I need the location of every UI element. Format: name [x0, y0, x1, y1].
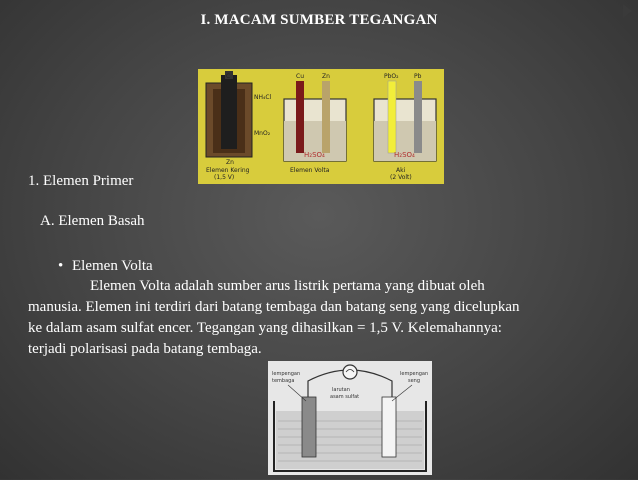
dry-cell-top-label: C [226, 73, 231, 80]
slide-title: I. MACAM SUMBER TEGANGAN [200, 12, 438, 28]
cells-diagram-svg [198, 69, 444, 184]
acid-label-2: asam sulfat [330, 394, 360, 400]
cells-diagram-image [198, 69, 444, 184]
paragraph-line: terjadi polarisasi pada batang tembaga. [28, 341, 262, 357]
volta-acid-label: H₂SO₄ [304, 151, 325, 159]
volta-zn-label: Zn [322, 73, 330, 80]
bullet-label: Elemen Volta [72, 258, 153, 274]
dry-cell-zn-label: Zn [226, 159, 234, 166]
volta-cu-label: Cu [296, 73, 304, 80]
heading-elemen-primer: 1. Elemen Primer [28, 173, 134, 189]
left-plate-label-1: lempengan [272, 371, 301, 377]
accu-caption: Aki [396, 167, 406, 174]
left-plate-label-2: tembaga [272, 378, 295, 384]
volta-schematic-image [268, 361, 432, 475]
dry-cell-voltage: (1,5 V) [214, 174, 235, 181]
accu-pbo2-label: PbO₂ [384, 73, 399, 80]
volta-description [28, 276, 618, 360]
bullet-elemen-volta [58, 256, 153, 277]
accu-pb-label: Pb [414, 73, 422, 80]
right-plate-label-1: lempengan [400, 371, 429, 377]
bullet-marker: • [58, 258, 64, 274]
volta-schematic-svg [268, 361, 432, 475]
paragraph-line: manusia. Elemen ini terdiri dari batang tembaga dan batang seng yang dicelupkan [28, 299, 520, 315]
dry-cell-drawing [206, 71, 272, 181]
accu-cell-drawing [374, 73, 436, 181]
paragraph-line: Elemen Volta adalah sumber arus listrik pertama yang dibuat oleh [90, 278, 485, 294]
volta-cell-drawing [284, 73, 346, 174]
heading-elemen-basah: A. Elemen Basah [40, 213, 145, 229]
paragraph-line: ke dalam asam sulfat encer. Tegangan yang dihasilkan = 1,5 V. Kelemahannya: [28, 320, 502, 336]
dry-cell-mno2-label: MnO₂ [254, 130, 271, 137]
dry-cell-nh4cl-label: NH₄Cl [254, 94, 272, 101]
accu-voltage: (2 Volt) [390, 174, 412, 181]
bulb-icon [343, 365, 357, 379]
volta-caption: Elemen Volta [290, 167, 330, 174]
acid-label-1: larutan [332, 387, 350, 393]
right-plate-label-2: seng [408, 378, 421, 384]
accu-acid-label: H₂SO₄ [394, 151, 415, 159]
dry-cell-caption: Elemen Kering [206, 167, 250, 174]
